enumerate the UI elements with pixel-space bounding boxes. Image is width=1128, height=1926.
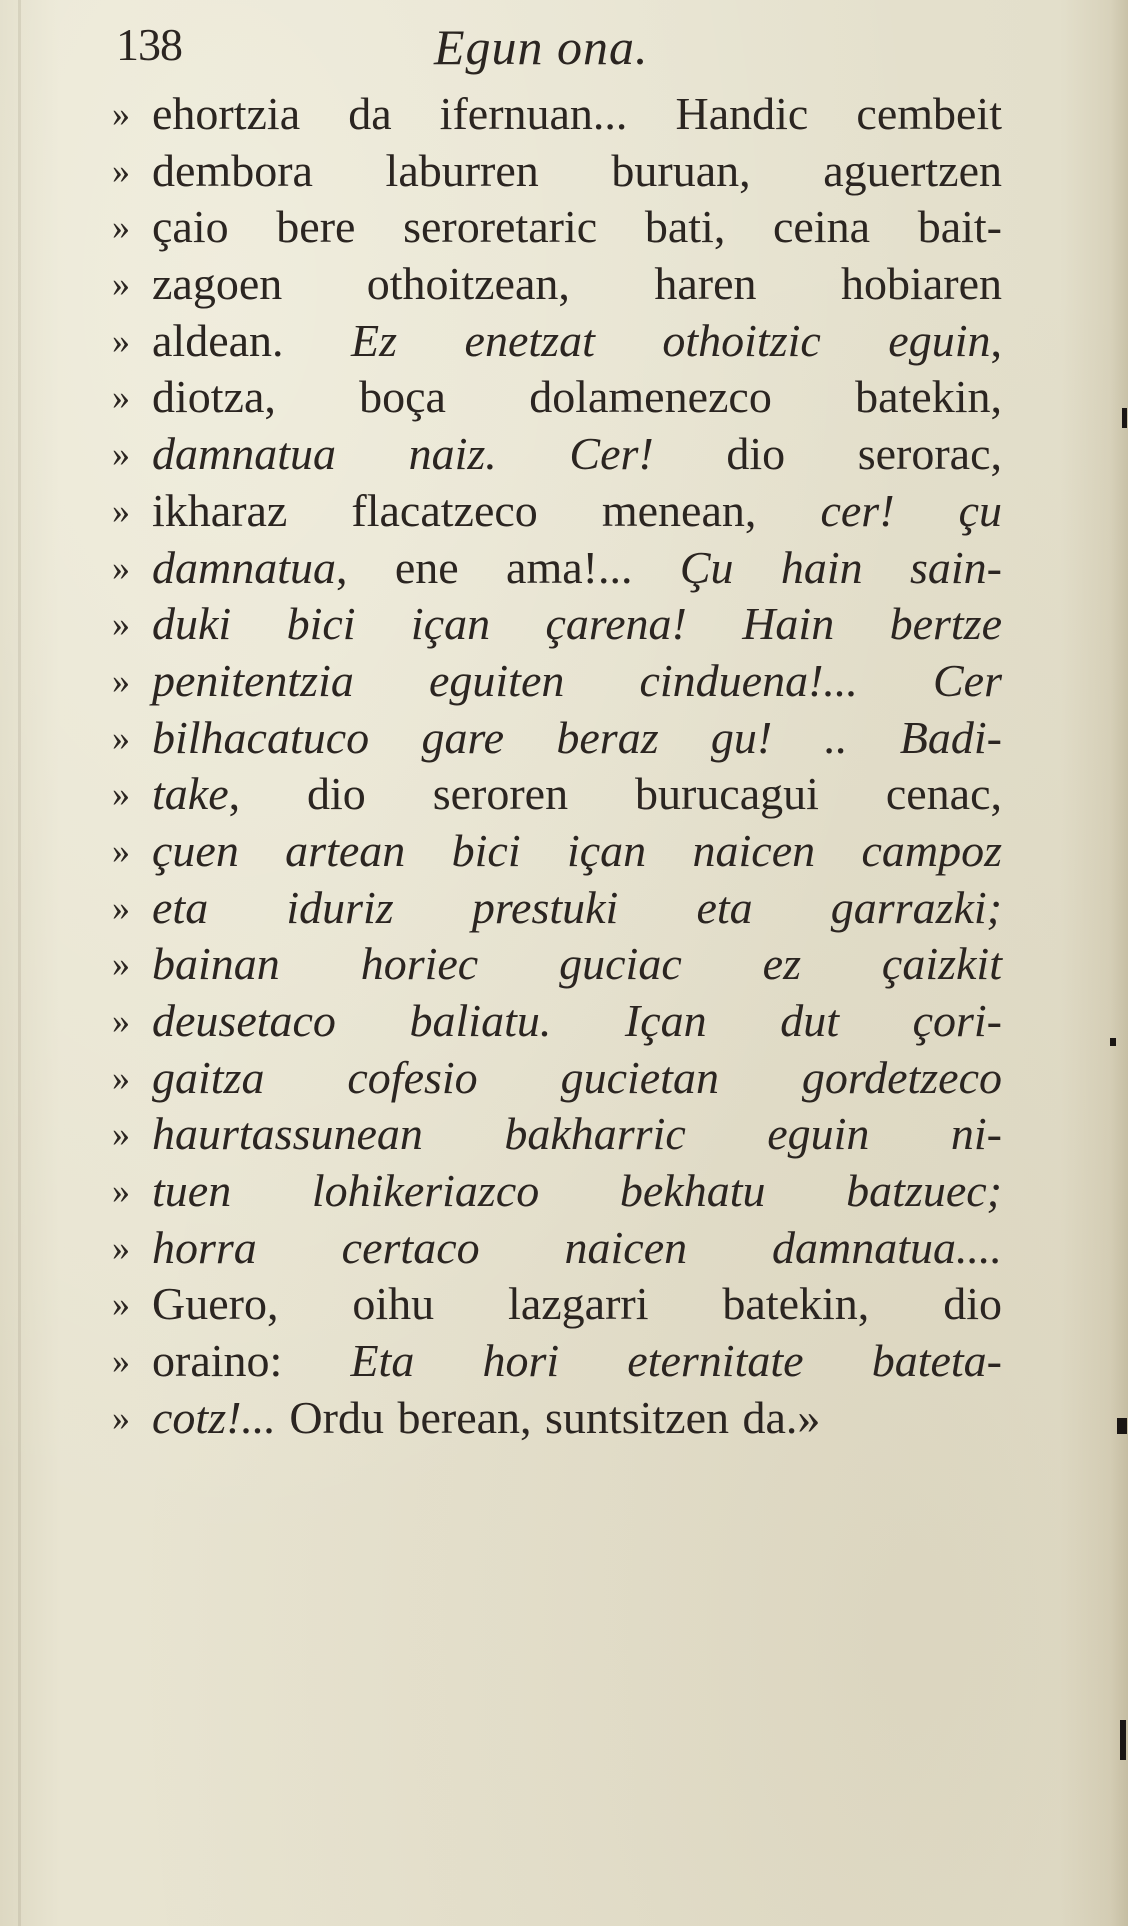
text-line: [112, 596, 1002, 653]
italic-text: Eta hori eternitate bateta-: [350, 1335, 1002, 1387]
italic-text: horra certaco naicen damnatua....: [152, 1221, 1002, 1273]
line-content: [152, 256, 1002, 313]
quote-mark: »: [112, 1397, 130, 1438]
italic-text: cotz!...: [152, 1391, 276, 1443]
text-line: [112, 710, 1002, 767]
text-line: [112, 426, 1002, 483]
text-line: [112, 1390, 1002, 1447]
line-content: [152, 1220, 1002, 1277]
text-line: [112, 540, 1002, 597]
text-line: [112, 143, 1002, 200]
italic-text: bainan horiec guciac ez çaizkit: [152, 938, 1002, 990]
quote-mark: »: [112, 1284, 130, 1325]
italic-text: çuen artean bici içan naicen campoz: [152, 824, 1002, 876]
line-content: [152, 653, 1002, 710]
text-line: [112, 880, 1002, 937]
text-line: [112, 993, 1002, 1050]
line-content: [152, 1163, 1002, 1220]
line-content: [152, 1106, 1002, 1163]
line-content: [152, 936, 1002, 993]
quote-mark: »: [112, 1227, 130, 1268]
roman-text: zagoen othoitzean, haren hobiaren: [152, 258, 1002, 310]
roman-text: , ene ama!...: [336, 541, 680, 593]
line-content: [152, 880, 1002, 937]
quote-mark: »: [112, 1001, 130, 1041]
page-number: 138: [116, 19, 182, 70]
roman-text: dembora laburren buruan, aguertzen: [152, 144, 1002, 196]
roman-text: dio serorac,: [653, 428, 1002, 480]
line-content: [152, 1050, 1002, 1107]
quote-mark: »: [112, 264, 130, 305]
quote-mark: »: [112, 830, 130, 871]
quote-mark: »: [112, 1171, 130, 1212]
line-content: [152, 86, 1002, 143]
quote-mark: »: [112, 377, 130, 418]
line-content: [152, 426, 1002, 483]
quote-mark: »: [112, 660, 130, 701]
line-content: [152, 540, 1002, 597]
line-content: [152, 710, 1002, 767]
line-content: [152, 596, 1002, 653]
line-content: [152, 143, 1002, 200]
quote-mark: »: [112, 434, 130, 475]
ink-speck: [1122, 408, 1127, 428]
body-text: [112, 86, 1002, 1447]
roman-text: ikharaz flacatzeco menean,: [152, 484, 821, 536]
roman-text: oraino:: [152, 1335, 351, 1387]
roman-text: Guero, oihu lazgarri batekin, dio: [152, 1278, 1002, 1330]
italic-text: damnatua naiz. Cer!: [152, 428, 654, 480]
text-line: [112, 256, 1002, 313]
roman-text: ehortzia da ifernuan... Handic cembeit: [152, 88, 1002, 139]
text-line: [112, 1220, 1002, 1277]
text-line: [112, 199, 1002, 256]
line-content: [152, 1390, 1002, 1447]
line-content: [152, 369, 1002, 426]
italic-text: deusetaco baliatu. Içan dut çori-: [152, 995, 1002, 1046]
quote-mark: »: [112, 320, 130, 361]
italic-text: cer! çu: [820, 484, 1002, 536]
text-line: [112, 766, 1002, 823]
roman-text: aldean.: [152, 314, 352, 366]
quote-mark: »: [112, 94, 130, 134]
text-line: [112, 1276, 1002, 1333]
text-line: [112, 653, 1002, 710]
ink-speck: [1110, 1038, 1116, 1046]
quote-mark: »: [112, 547, 130, 588]
text-line: [112, 1333, 1002, 1390]
roman-text: ,: [990, 314, 1003, 366]
text-line: [112, 369, 1002, 426]
running-title: Egun ona.: [434, 19, 649, 75]
quote-mark: »: [112, 717, 130, 758]
text-line: [112, 313, 1002, 370]
italic-text: eta iduriz prestuki eta garrazki;: [152, 881, 1002, 933]
page-fold-shadow: [18, 0, 21, 1926]
roman-text: , dio seroren burucagui cenac,: [228, 768, 1002, 820]
text-line: [112, 936, 1002, 993]
italic-text: haurtassunean bakharric eguin ni-: [152, 1108, 1002, 1160]
roman-text: çaio bere seroretaric bati, ceina bait-: [152, 201, 1002, 253]
quote-mark: »: [112, 604, 130, 645]
line-content: [152, 483, 1002, 540]
quote-mark: »: [112, 774, 130, 815]
line-content: [152, 313, 1002, 370]
italic-text: duki bici içan çarena! Hain bertze: [152, 598, 1002, 650]
ink-speck: [1117, 1418, 1127, 1434]
italic-text: bilhacatuco gare beraz gu! .. Badi-: [152, 711, 1002, 763]
quote-mark: »: [112, 490, 130, 531]
roman-text: diotza, boça dolamenezco batekin,: [152, 371, 1002, 423]
text-line: [112, 823, 1002, 880]
quote-mark: »: [112, 207, 130, 248]
quote-mark: »: [112, 1114, 130, 1155]
text-line: [112, 86, 1002, 143]
line-content: [152, 766, 1002, 823]
italic-text: penitentzia eguiten cinduena!... Cer: [152, 654, 1002, 706]
text-line: [112, 1163, 1002, 1220]
text-line: [112, 483, 1002, 540]
ink-speck: [1120, 1720, 1126, 1760]
italic-text: gaitza cofesio gucietan gordetzeco: [152, 1051, 1002, 1103]
quote-mark: »: [112, 1341, 130, 1382]
quote-mark: »: [112, 1057, 130, 1098]
line-content: [152, 199, 1002, 256]
page-header: [116, 18, 1016, 88]
line-content: [152, 1333, 1002, 1390]
italic-text: Ez enetzat othoitzic eguin: [351, 314, 991, 366]
quote-mark: »: [112, 887, 130, 928]
quote-mark: »: [112, 944, 130, 985]
line-content: [152, 993, 1002, 1050]
italic-text: take: [152, 768, 229, 820]
text-line: [112, 1106, 1002, 1163]
line-content: [152, 1276, 1002, 1333]
italic-text: damnatua: [152, 541, 336, 593]
quote-mark: »: [112, 150, 130, 191]
text-line: [112, 1050, 1002, 1107]
italic-text: tuen lohikeriazco bekhatu batzuec;: [152, 1165, 1002, 1217]
line-content: [152, 823, 1002, 880]
italic-text: Çu hain sain-: [679, 541, 1002, 593]
roman-text: Ordu berean, suntsitzen da.»: [275, 1391, 821, 1443]
